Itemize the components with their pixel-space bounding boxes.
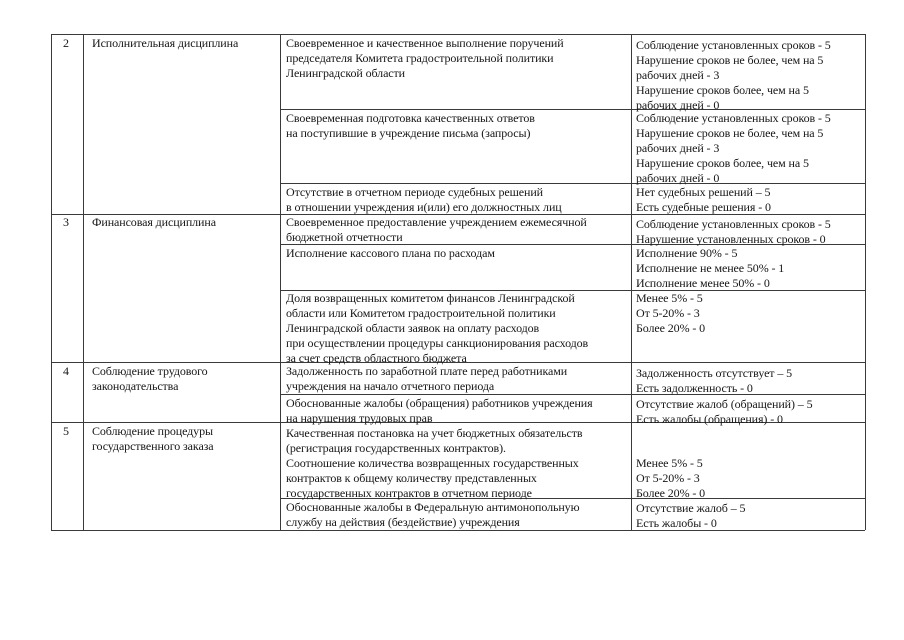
score-text: Соблюдение установленных сроков - 5 Нарушение сроков не более, чем на 5 рабочих дней - 3 Нарушение сроков более, чем на 5 рабочих дней - 0 (636, 38, 831, 112)
criterion-name: Финансовая дисциплина (92, 215, 216, 229)
score-text: Нет судебных решений – 5 Есть судебные решения - 0 (636, 185, 771, 214)
table-rule-vertical (83, 34, 84, 530)
indicator-text: Отсутствие в отчетном периоде судебных решений в отношении учреждения и(или) его должностных лиц (286, 185, 562, 214)
score-text: Соблюдение установленных сроков - 5 Нарушение установленных сроков - 0 (636, 217, 831, 246)
row-number: 4 (63, 364, 69, 378)
indicator-text: Своевременная подготовка качественных ответов на поступившие в учреждение письма (запросы) (286, 111, 535, 140)
table-rule-vertical (51, 34, 52, 530)
indicator-text: Своевременное и качественное выполнение поручений председателя Комитета градостроительной политики Ленинградской области (286, 36, 564, 80)
indicator-text: Доля возвращенных комитетом финансов Ленинградской области или Комитетом градостроительной политики Ленинградской области заявок на оплату расходов при осуществлении процедуры санкционирования расходов за счет средств областного бюджета (286, 291, 589, 365)
row-number: 2 (63, 36, 69, 50)
table-rule-horizontal (51, 34, 865, 35)
indicator-text: Исполнение кассового плана по расходам (286, 246, 495, 260)
row-number: 3 (63, 215, 69, 229)
criterion-name: Соблюдение трудового законодательства (92, 364, 208, 393)
table-rule-vertical (631, 34, 632, 530)
indicator-text: Качественная постановка на учет бюджетных обязательств (регистрация государственных контрактов). Соотношение количества возвращенных государственных контрактов к общему количеству представленных государственных контрактов в отчетном периоде (286, 426, 583, 500)
table-rule-vertical (865, 34, 866, 530)
score-text: Отсутствие жалоб – 5 Есть жалобы - 0 (636, 501, 746, 530)
score-text: Отсутствие жалоб (обращений) – 5 Есть жалобы (обращения) - 0 (636, 397, 813, 426)
indicator-text: Обоснованные жалобы в Федеральную антимонопольную службу на действия (бездействие) учреждения (286, 500, 580, 529)
indicator-text: Своевременное предоставление учреждением ежемесячной бюджетной отчетности (286, 215, 587, 244)
score-text: Менее 5% - 5 От 5-20% - 3 Более 20% - 0 (636, 456, 706, 500)
indicator-text: Обоснованные жалобы (обращения) работников учреждения на нарушения трудовых прав (286, 396, 593, 425)
row-number: 5 (63, 424, 69, 438)
table-rule-vertical (280, 34, 281, 530)
criterion-name: Соблюдение процедуры государственного заказа (92, 424, 214, 453)
score-text: Соблюдение установленных сроков - 5 Нарушение сроков не более, чем на 5 рабочих дней - 3 Нарушение сроков более, чем на 5 рабочих дней - 0 (636, 111, 831, 185)
score-text: Исполнение 90% - 5 Исполнение не менее 50% - 1 Исполнение менее 50% - 0 (636, 246, 785, 290)
criterion-name: Исполнительная дисциплина (92, 36, 239, 50)
score-text: Менее 5% - 5 От 5-20% - 3 Более 20% - 0 (636, 291, 706, 335)
score-text: Задолженность отсутствует – 5 Есть задолженность - 0 (636, 366, 793, 395)
indicator-text: Задолженность по заработной плате перед работниками учреждения на начало отчетного периода (286, 364, 568, 393)
